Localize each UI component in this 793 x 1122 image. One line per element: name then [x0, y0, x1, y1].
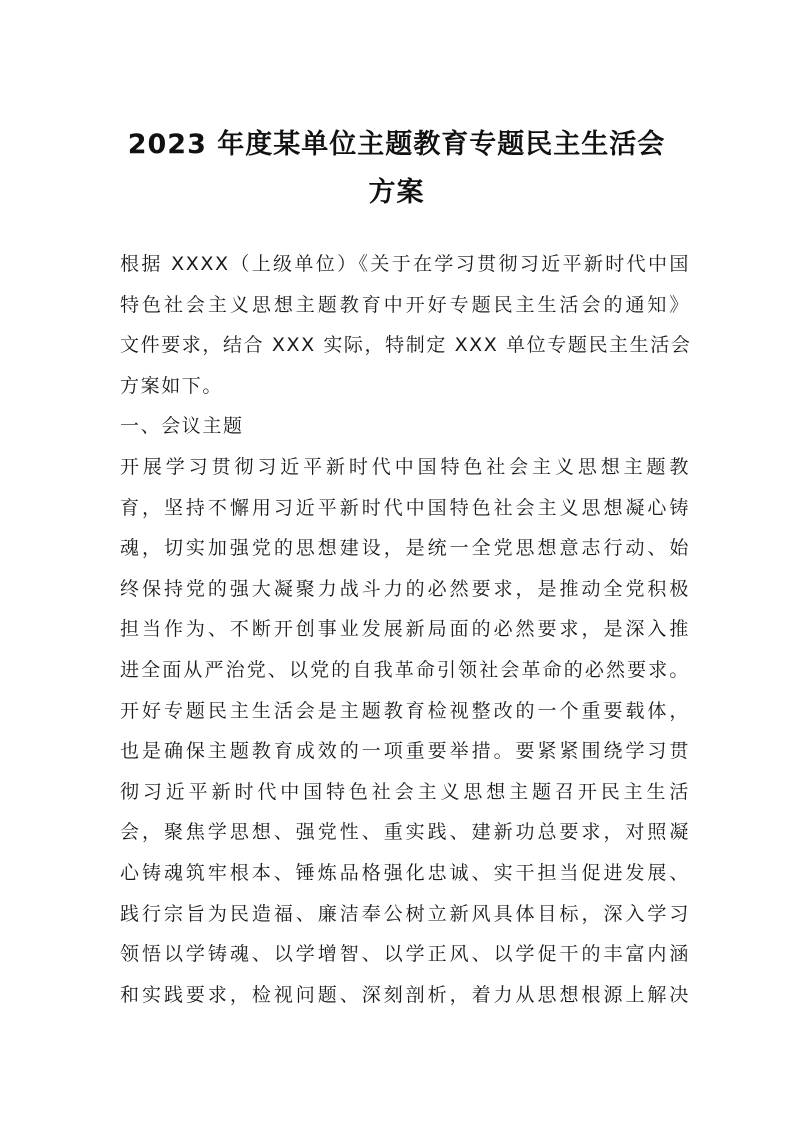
- body-line: 彻习近平新时代中国特色社会主义思想主题召开民主生活: [120, 780, 690, 803]
- body-line: 领悟以学铸魂、以学增智、以学正风、以学促干的丰富内涵: [120, 943, 690, 966]
- body-line: 根据 XXXX（上级单位）《关于在学习贯彻习近平新时代中国: [120, 253, 690, 275]
- body-line: 方案如下。: [120, 374, 224, 397]
- body-line: 魂，切实加强党的思想建设，是统一全党思想意志行动、始: [120, 537, 690, 560]
- body-line: 也是确保主题教育成效的一项重要举措。要紧紧围绕学习贯: [120, 740, 690, 763]
- body-line: 会，聚焦学思想、强党性、重实践、建新功总要求，对照凝: [120, 821, 690, 844]
- document-title-line-2: 方案: [368, 177, 425, 208]
- body-line: 和实践要求，检视问题、深刻剖析，着力从思想根源上解决: [120, 983, 690, 1006]
- section-heading: 一、会议主题: [120, 415, 244, 438]
- body-line: 进全面从严治党、以党的自我革命引领社会革命的必然要求。: [120, 658, 690, 681]
- body-line: 心铸魂筑牢根本、锤炼品格强化忠诚、实干担当促进发展、: [120, 861, 690, 884]
- body-line: 文件要求，结合 XXX 实际，特制定 XXX 单位专题民主生活会: [120, 334, 692, 357]
- body-line: 终保持党的强大凝聚力战斗力的必然要求，是推动全党积极: [120, 577, 690, 600]
- body-line: 担当作为、不断开创事业发展新局面的必然要求，是深入推: [120, 618, 690, 641]
- document-body: [120, 244, 690, 1015]
- document-title-line-1: 2023 年度某单位主题教育专题民主生活会: [127, 129, 666, 160]
- body-line: 育，坚持不懈用习近平新时代中国特色社会主义思想凝心铸: [120, 496, 690, 519]
- body-line: 开展学习贯彻习近平新时代中国特色社会主义思想主题教: [120, 455, 690, 478]
- body-line: 开好专题民主生活会是主题教育检视整改的一个重要载体，: [120, 699, 690, 722]
- body-line: 特色社会主义思想主题教育中开好专题民主生活会的通知》: [120, 293, 690, 316]
- body-line: 践行宗旨为民造福、廉洁奉公树立新风具体目标，深入学习: [120, 902, 690, 925]
